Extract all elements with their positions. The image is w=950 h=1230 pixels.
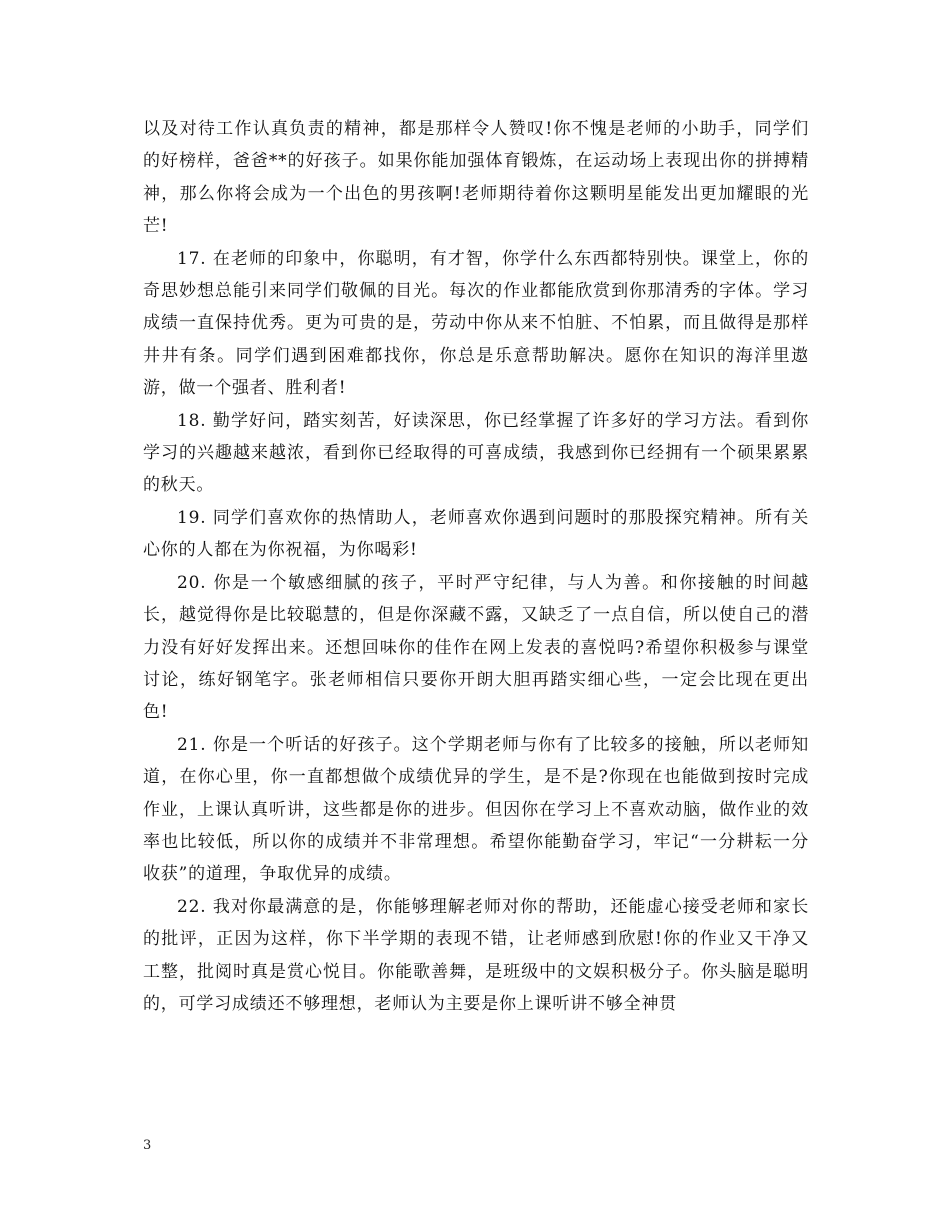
paragraph-continued: 以及对待工作认真负责的精神，都是那样令人赞叹!你不愧是老师的小助手，同学们的好榜样，爸爸**的好孩子。如果你能加强体育锻炼，在运动场上表现出你的拼搏精神，那么你将会成为一个出色的男孩啊!老师期待着你这颗明星能发出更加耀眼的光芒!: [143, 119, 809, 237]
document-body: [143, 113, 809, 1020]
paragraph-item-19: 19. 同学们喜欢你的热情助人，老师喜欢你遇到问题时的那股探究精神。所有关心你的人都在为你祝福，为你喝彩!: [143, 507, 809, 561]
paragraph-item-20: 20. 你是一个敏感细腻的孩子，平时严守纪律，与人为善。和你接触的时间越长，越觉得你是比较聪慧的，但是你深藏不露，又缺乏了一点自信，所以使自己的潜力没有好好发挥出来。还想回味你的佳作在网上发表的喜悦吗?希望你积极参与课堂讨论，练好钢笔字。张老师相信只要你开朗大胆再踏实细心些，一定会比现在更出色!: [143, 572, 809, 723]
page-number: 3: [143, 1138, 152, 1153]
paragraph-item-17: 17. 在老师的印象中，你聪明，有才智，你学什么东西都特别快。课堂上，你的奇思妙想总能引来同学们敬佩的目光。每次的作业都能欣赏到你那清秀的字体。学习成绩一直保持优秀。更为可贵的是，劳动中你从来不怕脏、不怕累，而且做得是那样井井有条。同学们遇到困难都找你，你总是乐意帮助解决。愿你在知识的海洋里遨游，做一个强者、胜利者!: [143, 248, 809, 399]
paragraph-item-22: 22. 我对你最满意的是，你能够理解老师对你的帮助，还能虚心接受老师和家长的批评，正因为这样，你下半学期的表现不错，让老师感到欣慰!你的作业又干净又工整，批阅时真是赏心悦目。你能歌善舞，是班级中的文娱积极分子。你头脑是聪明的，可学习成绩还不够理想，老师认为主要是你上课听讲不够全神贯: [143, 896, 809, 1014]
paragraph-item-21: 21. 你是一个听话的好孩子。这个学期老师与你有了比较多的接触，所以老师知道，在你心里，你一直都想做个成绩优异的学生，是不是?你现在也能做到按时完成作业，上课认真听讲，这些都是你的进步。但因你在学习上不喜欢动脑，做作业的效率也比较低，所以你的成绩并不非常理想。希望你能勤奋学习，牢记“一分耕耘一分收获”的道理，争取优异的成绩。: [143, 734, 809, 885]
paragraph-item-18: 18. 勤学好问，踏实刻苦，好读深思，你已经掌握了许多好的学习方法。看到你学习的兴趣越来越浓，看到你已经取得的可喜成绩，我感到你已经拥有一个硕果累累的秋天。: [143, 410, 809, 496]
